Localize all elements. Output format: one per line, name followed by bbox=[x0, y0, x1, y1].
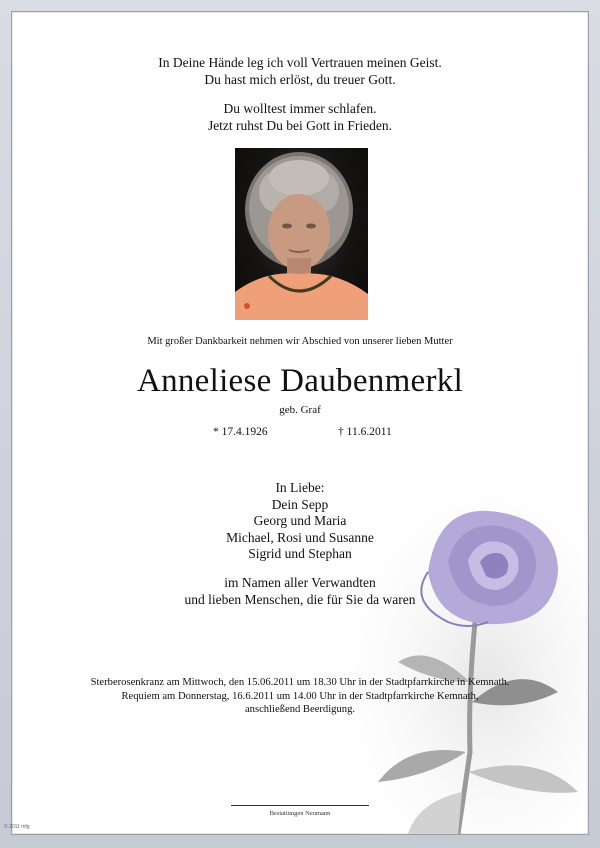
verse-line-2: Du hast mich erlöst, du treuer Gott. bbox=[204, 72, 396, 87]
portrait-photo bbox=[235, 148, 368, 320]
relatives-line-1: im Namen aller Verwandten bbox=[224, 575, 376, 590]
signature-divider bbox=[231, 805, 369, 806]
birth-date: * 17.4.1926 bbox=[213, 426, 268, 438]
funeral-home-credit: Bestattungen Neumann bbox=[269, 810, 331, 817]
verse-line-3: Du wolltest immer schlafen. bbox=[223, 101, 377, 116]
portrait-image bbox=[235, 148, 368, 320]
deceased-name: Anneliese Daubenmerkl bbox=[136, 363, 464, 399]
verse-line-4: Jetzt ruhst Du bei Gott in Frieden. bbox=[207, 118, 393, 133]
notice-line-3: anschließend Beerdigung. bbox=[244, 704, 356, 715]
mourner-line-1: Dein Sepp bbox=[271, 496, 329, 512]
mourner-line-3: Michael, Rosi und Susanne bbox=[226, 529, 374, 545]
notice-line-2: Requiem am Donnerstag, 16.6.2011 um 14.00 Uhr in der Stadtpfarrkirche Kemnath, bbox=[121, 690, 479, 702]
verse-line-1: In Deine Hände leg ich voll Vertrauen meinen Geist. bbox=[158, 55, 442, 70]
mourner-line-2: Georg und Maria bbox=[253, 513, 347, 528]
mourners-list bbox=[12, 480, 588, 563]
maiden-name: geb. Graf bbox=[279, 404, 321, 416]
relatives-line-2: und lieben Menschen, die für Sie da waren bbox=[184, 591, 416, 607]
obituary-card bbox=[11, 11, 589, 835]
corner-mark: © 2011 mfg bbox=[4, 824, 30, 830]
bible-verse bbox=[12, 54, 588, 88]
relatives-line bbox=[12, 575, 588, 608]
service-notice bbox=[12, 676, 588, 717]
notice-line-1: Sterberosenkranz am Mittwoch, den 15.06.2011 um 18.30 Uhr in der Stadtpfarrkirche in Kemnath. bbox=[90, 677, 510, 688]
mourners-heading: In Liebe: bbox=[275, 480, 325, 495]
intro-text: Mit großer Dankbarkeit nehmen wir Abschied von unserer lieben Mutter bbox=[147, 336, 453, 347]
mourner-line-4: Sigrid und Stephan bbox=[248, 546, 352, 561]
poem bbox=[12, 100, 588, 134]
death-date: † 11.6.2011 bbox=[338, 426, 392, 438]
